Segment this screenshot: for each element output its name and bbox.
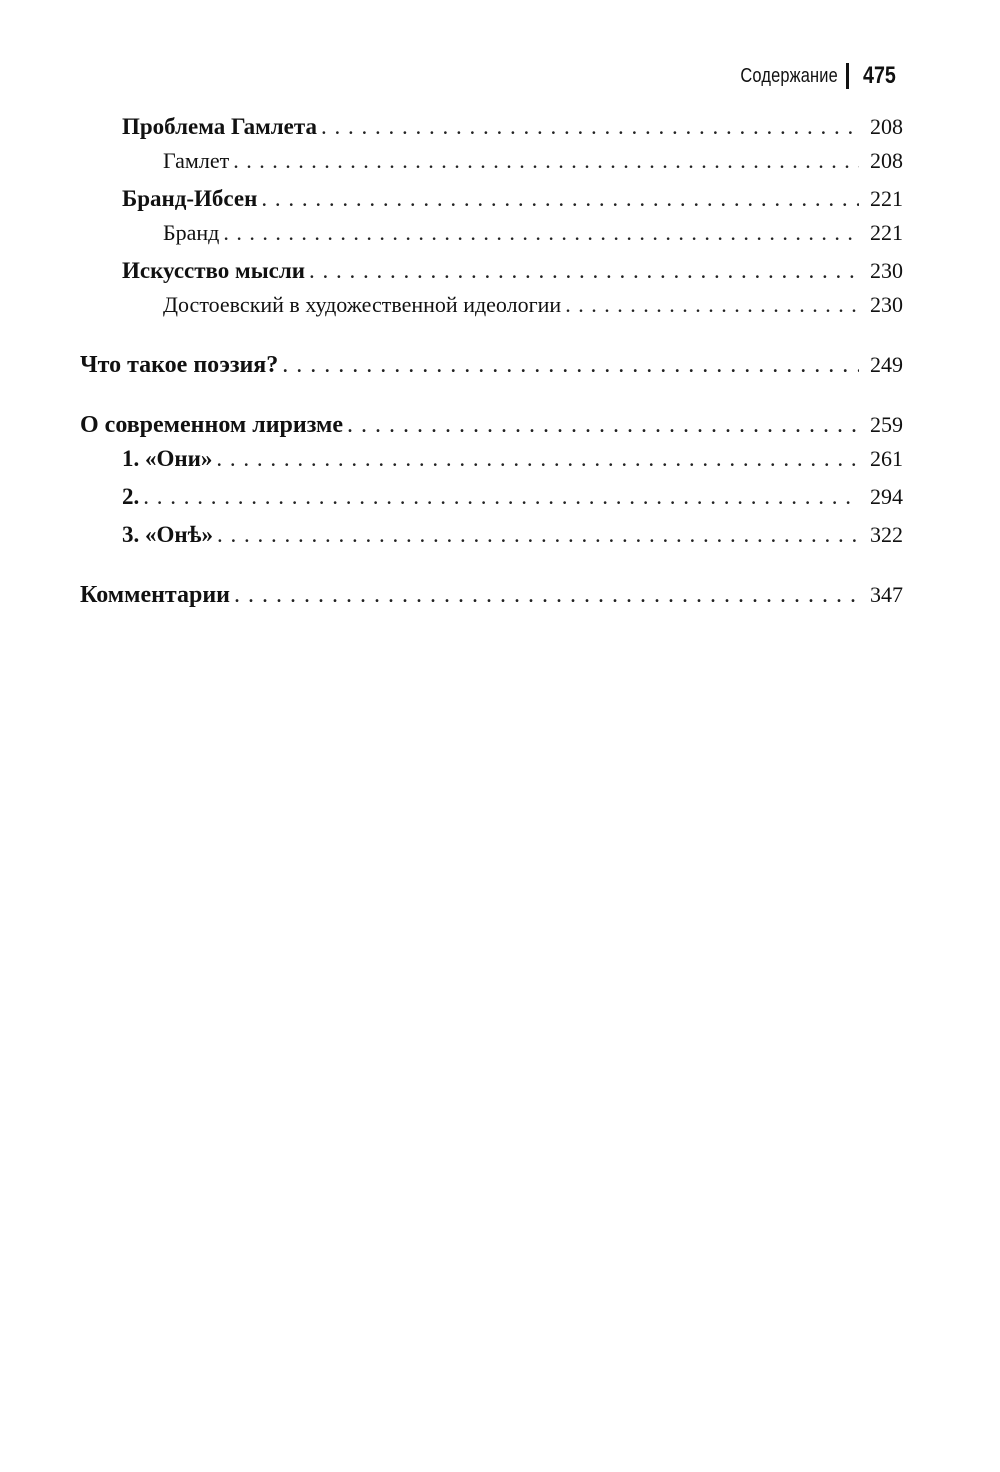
toc-entry	[80, 220, 903, 254]
toc-entry-page: 259	[870, 412, 903, 437]
dot-leader	[233, 148, 859, 174]
dot-leader	[223, 220, 859, 246]
dot-leader	[309, 258, 859, 284]
toc-entry-title: Достоевский в художественной идеологии	[163, 292, 562, 317]
toc-entry-page: 230	[870, 258, 903, 283]
toc-entry	[80, 522, 903, 556]
toc-entry-page: 322	[870, 522, 903, 547]
toc-entry-title: Бранд-Ибсен	[122, 186, 258, 211]
dot-leader	[565, 292, 859, 318]
dot-leader	[217, 522, 859, 548]
toc-entry	[80, 484, 903, 518]
toc-entry	[80, 292, 903, 326]
header-divider	[846, 63, 849, 89]
dot-leader	[282, 352, 859, 379]
toc-entry-page: 221	[870, 220, 903, 245]
toc-entry-page: 249	[870, 352, 903, 377]
toc-entry-title: Что такое поэзия?	[80, 352, 279, 378]
running-header	[719, 62, 903, 90]
toc-entry-page: 221	[870, 186, 903, 211]
dot-leader	[321, 114, 859, 140]
header-page-number: 475	[862, 62, 896, 89]
toc-entry-title: Проблема Гамлета	[122, 114, 317, 139]
toc-entry-title: Комментарии	[80, 582, 231, 608]
toc-entry	[80, 258, 903, 292]
toc-entry-title: Бранд	[163, 220, 220, 245]
toc-entry-title: 1. «Они»	[122, 446, 213, 471]
toc-entry	[80, 446, 903, 480]
toc-entry-page: 261	[870, 446, 903, 471]
dot-leader	[347, 412, 859, 439]
toc-entry-page: 294	[870, 484, 903, 509]
dot-leader	[261, 186, 859, 212]
toc-entry-page: 208	[870, 148, 903, 173]
toc-entry-page: 347	[870, 582, 903, 607]
toc-entry-page: 230	[870, 292, 903, 317]
dot-leader	[234, 582, 859, 609]
toc-entry-title: Искусство мысли	[122, 258, 306, 283]
toc-entry	[80, 148, 903, 182]
toc-entry-title: 2.	[122, 484, 140, 509]
toc-entry	[80, 114, 903, 148]
dot-leader	[216, 446, 859, 472]
toc-entry	[80, 186, 903, 220]
toc-entry-page: 208	[870, 114, 903, 139]
toc-entry-title: Гамлет	[163, 148, 230, 173]
toc-entry-title: 3. «Онѣ»	[122, 522, 213, 547]
toc-entry	[80, 352, 903, 386]
header-title: Содержание	[740, 64, 838, 87]
table-of-contents	[80, 114, 903, 616]
toc-entry	[80, 412, 903, 446]
dot-leader	[143, 484, 859, 510]
toc-entry-title: О современном лиризме	[80, 412, 344, 438]
toc-entry	[80, 582, 903, 616]
